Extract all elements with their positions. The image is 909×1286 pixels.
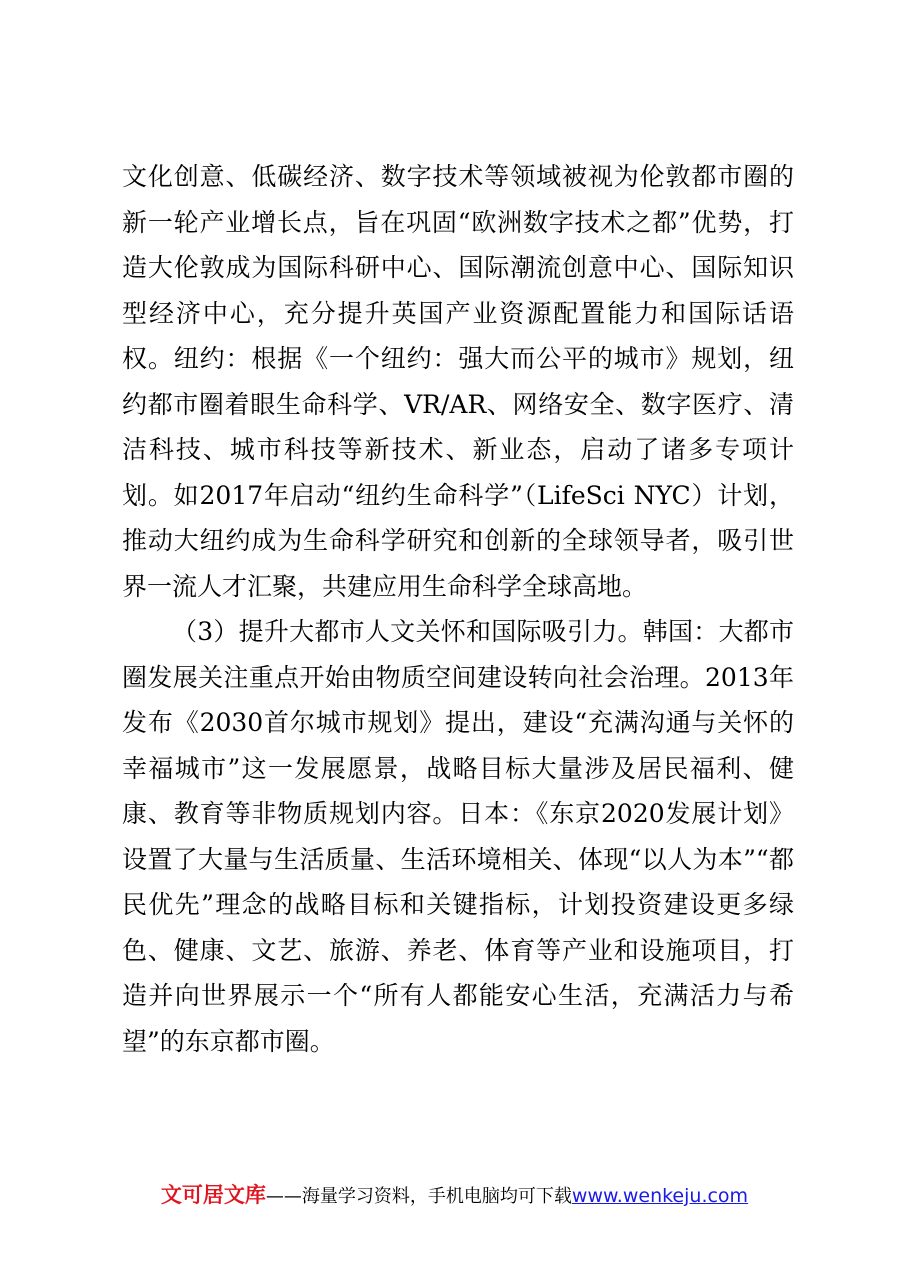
document-body [122,154,794,1064]
footer-brand: 文可居文库 [160,1183,266,1207]
footer-tagline: ——海量学习资料，手机电脑均可下载 [265,1186,572,1207]
footer-banner [0,1180,909,1212]
body-paragraph-section-3: （3）提升大都市人文关怀和国际吸引力。韩国：大都市圈发展关注重点开始由物质空间建设转向社会治理。2013年发布《2030首尔城市规划》提出，建设“充满沟通与关怀的幸福城市”这一发展愿景，战略目标大量涉及居民福利、健康、教育等非物质规划内容。日本：《东京2020发展计划》设置了大量与生活质量、生活环境相关、体现“以人为本”“都民优先”理念的战略目标和关键指标，计划投资建设更多绿色、健康、文艺、旅游、养老、体育等产业和设施项目，打造并向世界展示一个“所有人都能安心生活，充满活力与希望”的东京都市圈。 [122,617,794,1056]
body-paragraph: 文化创意、低碳经济、数字技术等领域被视为伦敦都市圈的新一轮产业增长点，旨在巩固“欧洲数字技术之都”优势，打造大伦敦成为国际科研中心、国际潮流创意中心、国际知识型经济中心，充分提升英国产业资源配置能力和国际话语权。纽约：根据《一个纽约：强大而公平的城市》规划，纽约都市圈着眼生命科学、VR/AR、网络安全、数字医疗、清洁科技、城市科技等新技术、新业态，启动了诸多专项计划。如2017年启动“纽约生命科学”（LifeSci NYC）计划，推动大纽约成为生命科学研究和创新的全球领导者，吸引世界一流人才汇聚，共建应用生命科学全球高地。 [122,162,794,601]
footer-website-link[interactable]: www.wenkeju.com [571,1185,749,1207]
